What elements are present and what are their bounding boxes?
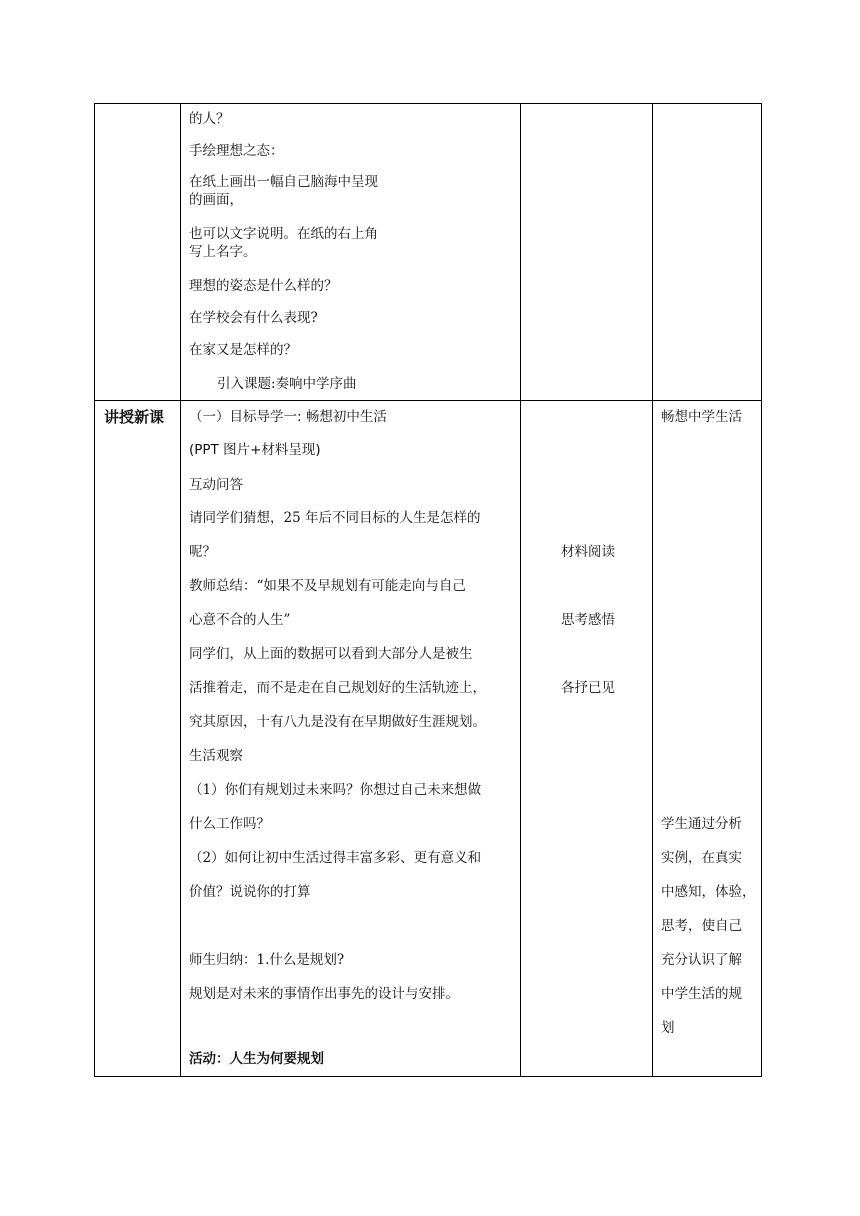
content-line: （1）你们有规划过未来吗？你想过自己未来想做 <box>189 782 482 798</box>
content-line: (PPT 图片+材料呈现) <box>189 442 321 458</box>
intent-line: 划 <box>661 1020 675 1036</box>
content-line: 师生归纳：1.什么是规划? <box>189 952 345 968</box>
lesson-plan-table <box>94 103 762 1077</box>
content-line: 究其原因，十有八九是没有在早期做好生涯规划。 <box>189 714 486 730</box>
intro-line: 理想的姿态是什么样的？ <box>189 278 338 294</box>
intent-line: 中学生活的规 <box>661 986 742 1002</box>
student-activity: 各抒已见 <box>561 680 615 696</box>
content-line: （一）目标导学一: 畅想初中生活 <box>189 409 387 425</box>
intro-line: 写上名字。 <box>189 244 257 260</box>
intent-line: 学生通过分析 <box>661 816 742 832</box>
intro-line: 的画面， <box>189 192 243 208</box>
content-line: 什么工作吗？ <box>189 816 270 832</box>
content-line: 互动问答 <box>189 477 243 493</box>
student-activity: 思考感悟 <box>561 612 615 628</box>
content-line: 心意不合的人生” <box>189 612 291 628</box>
section-label: 讲授新课 <box>104 408 165 426</box>
table-cell-empty <box>653 104 762 401</box>
intro-line: 在纸上画出一幅自己脑海中呈现 <box>189 174 378 190</box>
intent-title: 畅想中学生活 <box>661 409 742 425</box>
intent-line: 充分认识了解 <box>661 952 742 968</box>
design-intent-cell <box>653 401 762 1077</box>
content-line: 价值？说说你的打算 <box>189 884 311 900</box>
table-cell-empty <box>521 104 653 401</box>
intent-line: 实例，在真实 <box>661 850 742 866</box>
lesson-content-cell <box>181 401 521 1077</box>
content-line: 生活观察 <box>189 748 243 764</box>
content-line: 教师总结：“如果不及早规划有可能走向与自己 <box>189 578 466 594</box>
intro-line: 在学校会有什么表现? <box>189 310 318 326</box>
student-activity-cell <box>521 401 653 1077</box>
intro-line: 也可以文字说明。在纸的右上角 <box>189 226 378 242</box>
content-line: 请同学们猜想，25 年后不同目标的人生是怎样的 <box>189 510 481 526</box>
intro-line: 的人？ <box>189 111 230 127</box>
content-line: 呢？ <box>189 544 216 560</box>
intent-line: 思考，使自己 <box>661 918 742 934</box>
student-activity: 材料阅读 <box>561 544 615 560</box>
content-line: 同学们，从上面的数据可以看到大部分人是被生 <box>189 646 473 662</box>
intro-content-cell <box>181 104 521 401</box>
table-row <box>95 104 762 401</box>
content-line: 规划是对未来的事情作出事先的设计与安排。 <box>189 986 459 1002</box>
table-cell-empty <box>95 104 181 401</box>
intro-line: 在家又是怎样的？ <box>189 342 297 358</box>
intro-topic-line: 引入课题:奏响中学序曲 <box>217 376 357 392</box>
content-line: （2）如何让初中生活过得丰富多彩、更有意义和 <box>189 850 482 866</box>
activity-heading: 活动：人生为何要规划 <box>189 1051 324 1067</box>
content-line: 活推着走，而不是走在自己规划好的生活轨迹上， <box>189 680 486 696</box>
intro-line: 手绘理想之态： <box>189 143 284 159</box>
table-row <box>95 401 762 1077</box>
intent-line: 中感知，体验， <box>661 884 756 900</box>
section-label-cell <box>95 401 181 1077</box>
